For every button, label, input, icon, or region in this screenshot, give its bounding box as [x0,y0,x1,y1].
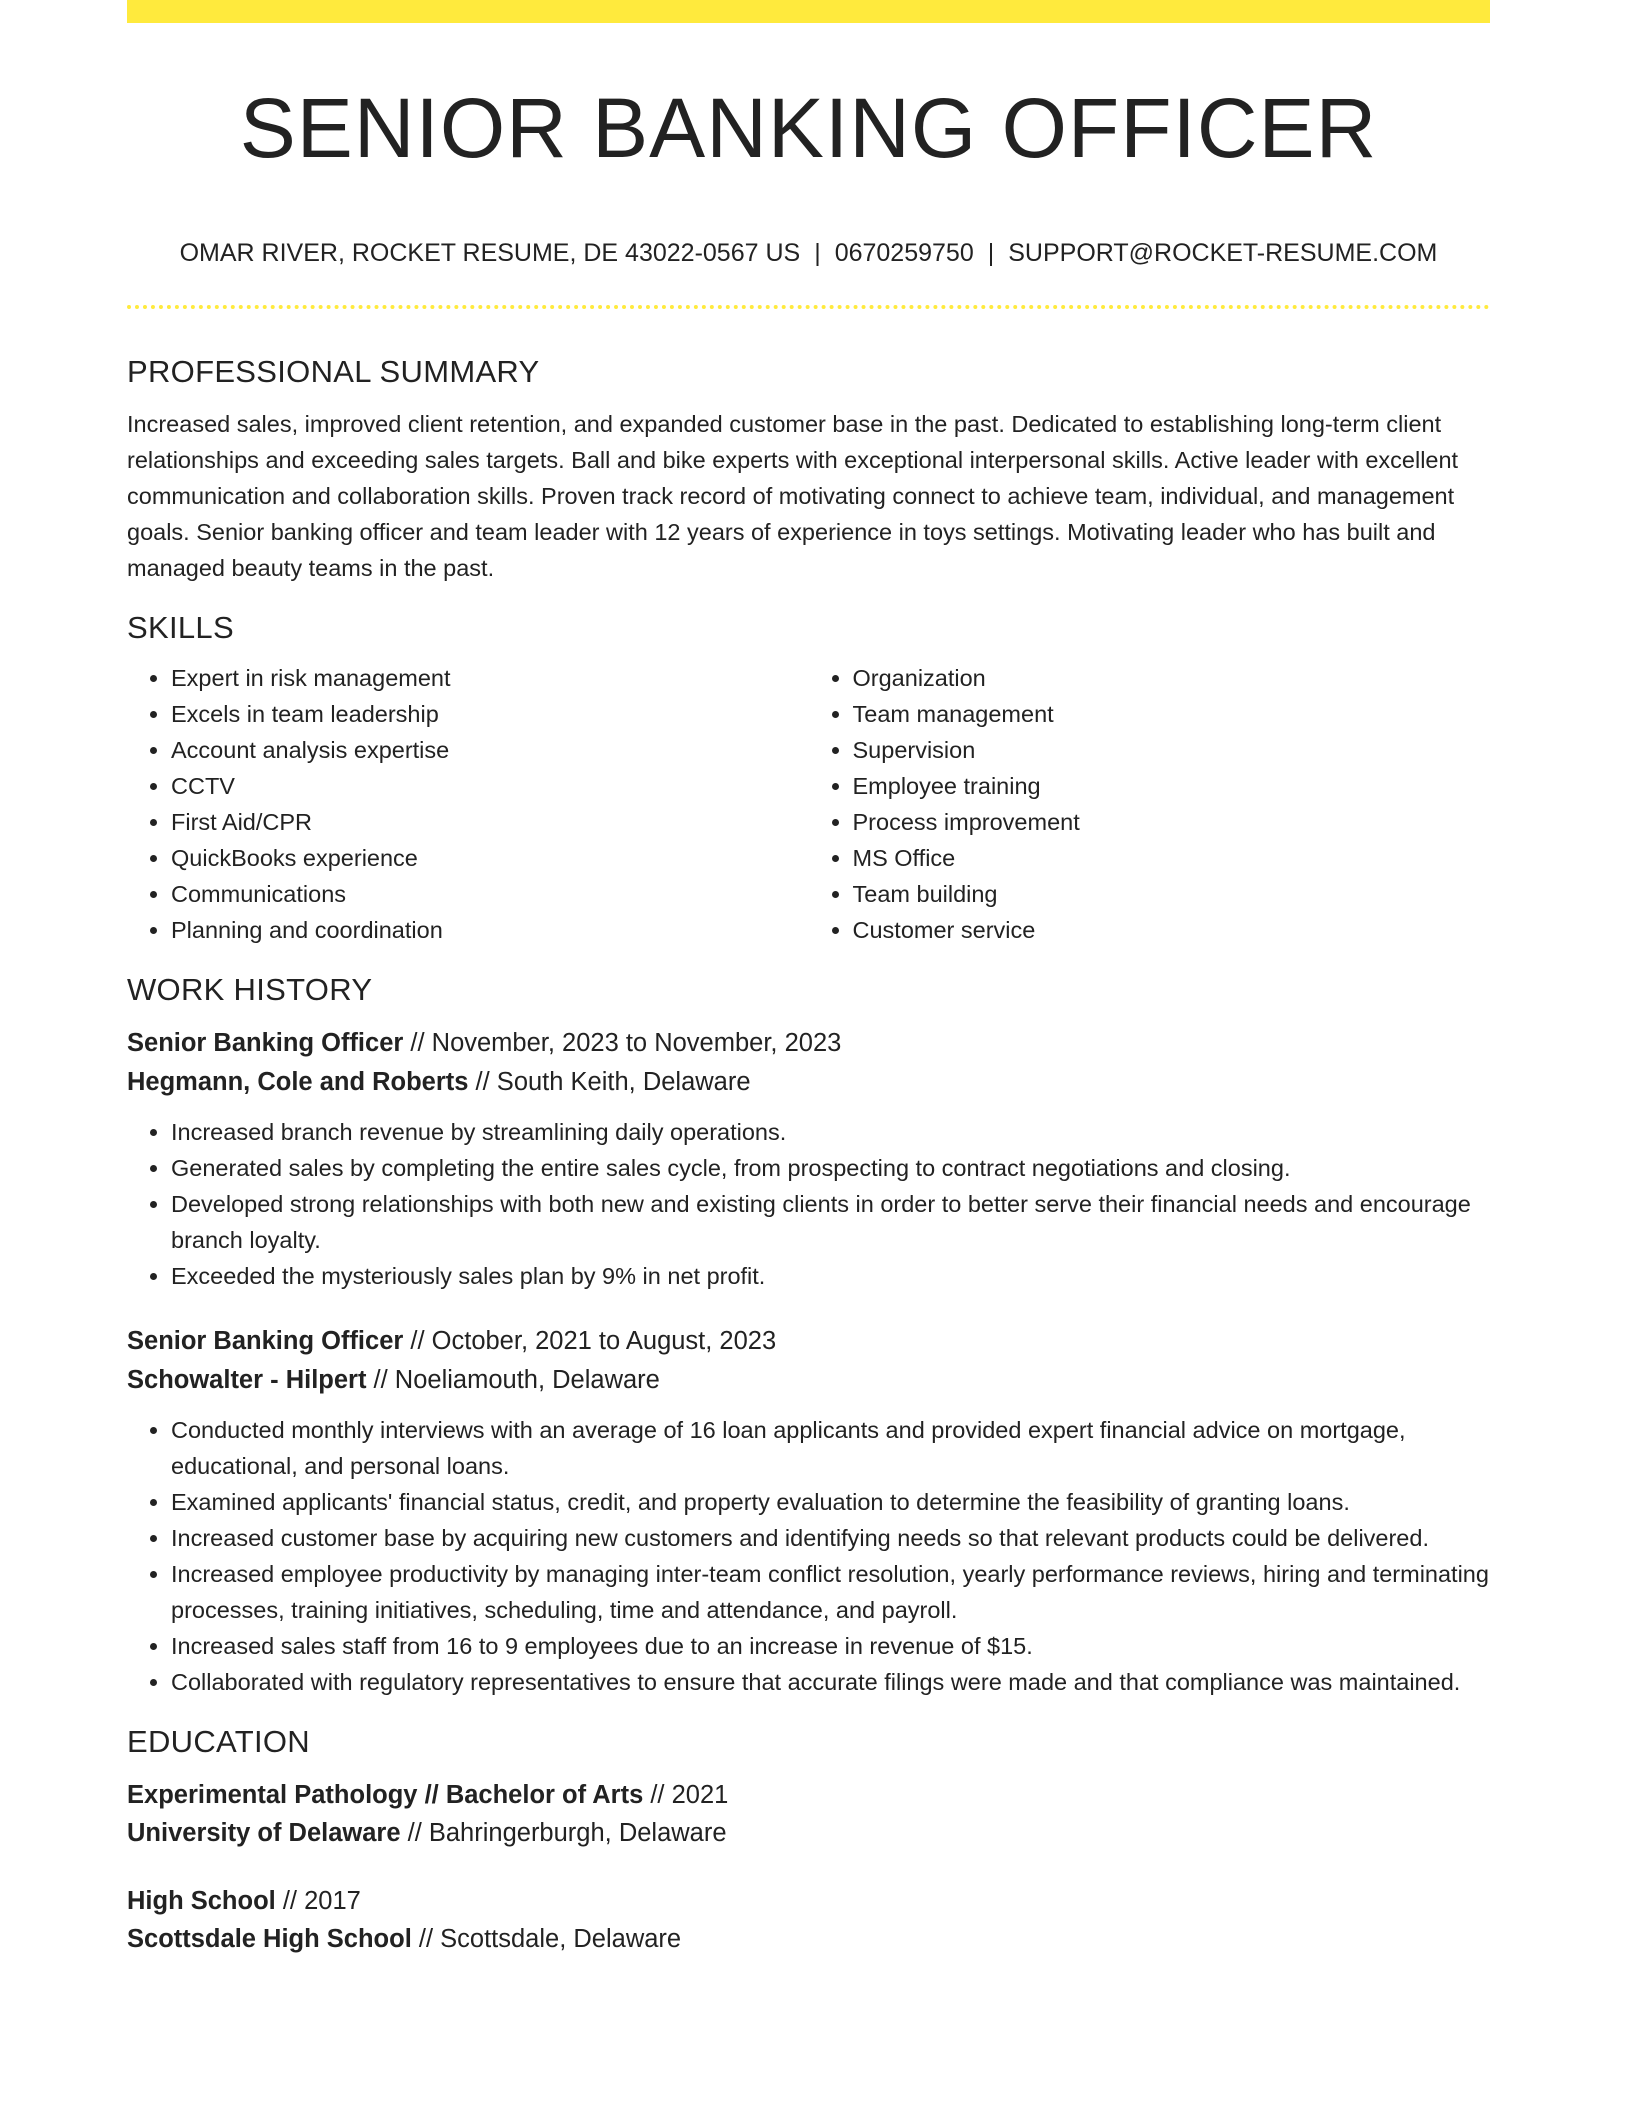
contact-address: OMAR RIVER, ROCKET RESUME, DE 43022-0567 US [179,239,801,267]
education-heading: EDUCATION [127,1724,310,1759]
job-bullet: • Increased branch revenue by streamlining daily operations. [171,1114,1490,1150]
skill-item: • Supervision [853,732,1491,768]
education-school-line [127,1920,1490,1958]
education-location: // Bahringerburgh, Delaware [400,1819,727,1847]
summary-section [127,350,1490,586]
skill-item: • Account analysis expertise [171,732,809,768]
education-location: // Scottsdale, Delaware [411,1925,682,1953]
job-entry [127,1024,1490,1294]
job-bullet: • Increased customer base by acquiring new customers and identifying needs so that relevant products could be delivered. [171,1520,1490,1556]
skill-item: • Team management [853,696,1491,732]
job-bullet: • Exceeded the mysteriously sales plan by 9% in net profit. [171,1258,1490,1294]
job-title: Senior Banking Officer [127,1029,404,1057]
contact-email: SUPPORT@ROCKET-RESUME.COM [1008,239,1438,267]
work-history-section [127,968,1490,1700]
skill-item: • Customer service [853,912,1491,948]
skill-item: • Planning and coordination [171,912,809,948]
skills-list-left [127,660,809,948]
job-bullet: • Increased sales staff from 16 to 9 employees due to an increase in revenue of $15. [171,1628,1490,1664]
dotted-divider [127,305,1490,309]
education-year: // 2021 [643,1781,729,1809]
skill-item: • Excels in team leadership [171,696,809,732]
skill-item: • Process improvement [853,804,1491,840]
job-bullet: • Examined applicants' financial status, credit, and property evaluation to determine the feasibility of granting loans. [171,1484,1490,1520]
education-degree: Experimental Pathology // Bachelor of Arts [127,1781,644,1809]
skill-item: • CCTV [171,768,809,804]
skills-list-right [809,660,1491,948]
job-company-line [127,1063,1490,1102]
contact-separator: | [814,239,821,267]
education-year: // 2017 [275,1887,361,1915]
education-school: Scottsdale High School [127,1925,412,1953]
job-title-line [127,1024,1490,1063]
skill-item: • Team building [853,876,1491,912]
education-entry [127,1776,1490,1852]
skill-item: • First Aid/CPR [171,804,809,840]
skills-columns [127,650,1490,948]
job-company: Schowalter - Hilpert [127,1366,367,1394]
job-dates: // November, 2023 to November, 2023 [403,1029,842,1057]
job-location: // South Keith, Delaware [468,1068,751,1096]
contact-phone: 0670259750 [834,239,974,267]
education-degree: High School [127,1887,276,1915]
job-bullet: • Developed strong relationships with both new and existing clients in order to better serve their financial needs and encourage branch loyalty. [171,1186,1490,1258]
job-bullet: • Generated sales by completing the entire sales cycle, from prospecting to contract negotiations and closing. [171,1150,1490,1186]
education-degree-line [127,1776,1490,1814]
job-bullets [127,1114,1490,1294]
skill-item: • Employee training [853,768,1491,804]
job-bullet: • Collaborated with regulatory representatives to ensure that accurate filings were made and that compliance was maintained. [171,1664,1490,1700]
resume-title: SENIOR BANKING OFFICER [239,81,1378,175]
skill-item: • Communications [171,876,809,912]
education-entry [127,1882,1490,1958]
job-dates: // October, 2021 to August, 2023 [403,1327,777,1355]
skill-item: • Expert in risk management [171,660,809,696]
job-bullet: • Increased employee productivity by managing inter-team conflict resolution, yearly performance reviews, hiring and terminating processes, training initiatives, scheduling, time and attendance, and payroll. [171,1556,1490,1628]
summary-text: Increased sales, improved client retention, and expanded customer base in the past. Dedicated to establishing long-term client relationships and exceeding sales targets. Ball and bike experts with exceptional interpersonal skills. Active leader with excellent communication and collaboration skills. Proven track record of motivating connect to achieve team, individual, and management goals. Senior banking officer and team leader with 12 years of experience in toys settings. Motivating leader who has built and managed beauty teams in the past. [127,411,1459,581]
job-title-line [127,1322,1490,1361]
job-company: Hegmann, Cole and Roberts [127,1068,469,1096]
summary-heading: PROFESSIONAL SUMMARY [127,354,540,389]
job-entry [127,1322,1490,1700]
skill-item: • Organization [853,660,1491,696]
job-title: Senior Banking Officer [127,1327,404,1355]
contact-line [127,236,1490,270]
education-section [127,1720,1490,1958]
skills-heading: SKILLS [127,610,234,645]
education-degree-line [127,1882,1490,1920]
contact-separator: | [987,239,995,267]
education-school: University of Delaware [127,1819,401,1847]
job-bullets [127,1412,1490,1700]
job-location: // Noeliamouth, Delaware [366,1366,660,1394]
resume-content [127,350,1490,1958]
job-company-line [127,1361,1490,1400]
work-history-heading: WORK HISTORY [127,972,373,1007]
job-bullet: • Conducted monthly interviews with an average of 16 loan applicants and provided expert financial advice on mortgage, educational, and personal loans. [171,1412,1490,1484]
skills-section [127,606,1490,948]
skill-item: • MS Office [853,840,1491,876]
accent-bar [127,0,1490,23]
skill-item: • QuickBooks experience [171,840,809,876]
education-school-line [127,1814,1490,1852]
